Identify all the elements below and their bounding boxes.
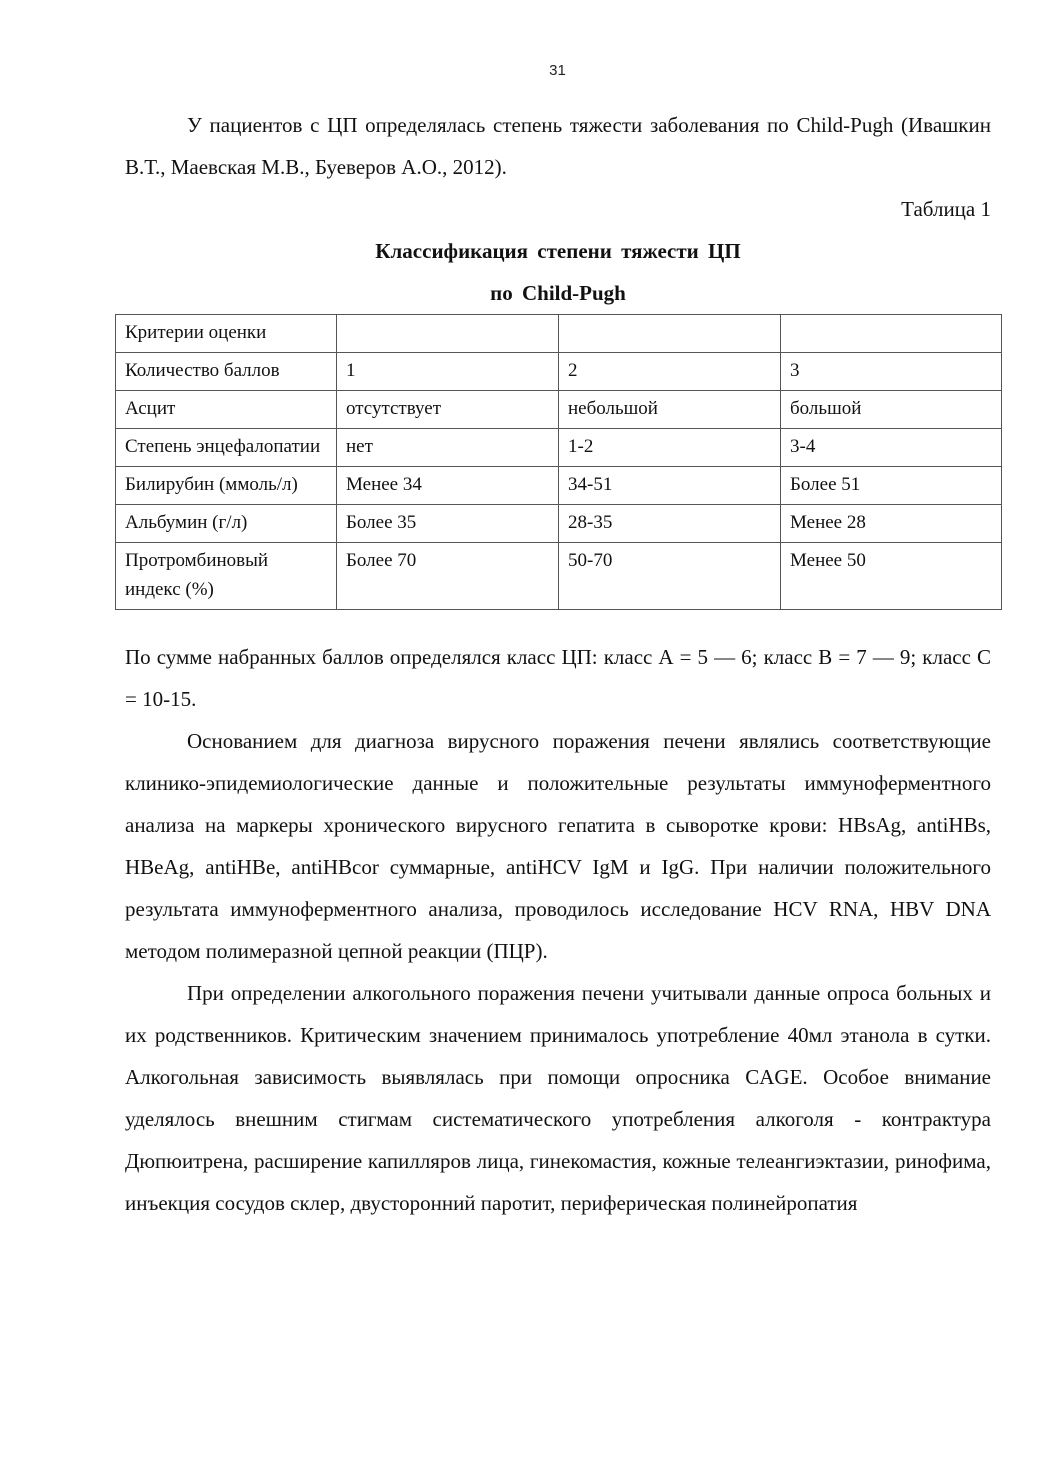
table-cell: большой (781, 391, 1002, 429)
intro-paragraph: У пациентов с ЦП определялась степень тяжести заболевания по Child-Pugh (Ивашкин В.Т., Маевская М.В., Буеверов А.О., 2012). (125, 113, 991, 179)
table-cell: Менее 50 (781, 543, 1002, 610)
table-cell: 1 (337, 353, 559, 391)
table-row (116, 543, 1002, 610)
table-cell: 3-4 (781, 429, 1002, 467)
table-cell: 28-35 (559, 505, 781, 543)
table-row (116, 315, 1002, 353)
page-number: 31 (549, 62, 566, 79)
table-title-line1: Классификация степени тяжести ЦП (375, 239, 741, 263)
table-cell (781, 315, 1002, 353)
table-row (116, 429, 1002, 467)
table-cell: 2 (559, 353, 781, 391)
table-cell: 1-2 (559, 429, 781, 467)
alcohol-diagnosis-paragraph: При определении алкогольного поражения печени учитывали данные опроса больных и их родственников. Критическим значением принималось употребление 40мл этанола в сутки. Алкогольная зависимость выявлялась при помощи опросника CAGE. Особое внимание уделялось внешним стигмам систематического употребления алкоголя - контрактура Дюпюитрена, расширение капилляров лица, гинекомастия, кожные телеангиэктазии, ринофима, инъекция сосудов склер, двусторонний паротит, периферическая полинейропатия (125, 981, 991, 1215)
child-pugh-table (115, 314, 1002, 610)
table-cell: Более 51 (781, 467, 1002, 505)
table-cell: 50-70 (559, 543, 781, 610)
table-cell: Более 35 (337, 505, 559, 543)
table-cell: небольшой (559, 391, 781, 429)
table-cell: Менее 28 (781, 505, 1002, 543)
table-cell: Критерии оценки (116, 315, 337, 353)
table-cell: Более 70 (337, 543, 559, 610)
table-row (116, 353, 1002, 391)
table-row (116, 505, 1002, 543)
table-label: Таблица 1 (901, 197, 991, 221)
table-cell (337, 315, 559, 353)
table-row (116, 391, 1002, 429)
table-cell: Степень энцефалопатии (116, 429, 337, 467)
table-cell: нет (337, 429, 559, 467)
table-cell: 34-51 (559, 467, 781, 505)
table-cell: Альбумин (г/л) (116, 505, 337, 543)
table-row (116, 467, 1002, 505)
table-cell: Асцит (116, 391, 337, 429)
score-paragraph: По сумме набранных баллов определялся класс ЦП: класс А = 5 — 6; класс В = 7 — 9; класс С = 10-15. (125, 645, 991, 711)
document-body (125, 104, 991, 1224)
table-cell: отсутствует (337, 391, 559, 429)
viral-diagnosis-paragraph: Основанием для диагноза вирусного поражения печени являлись соответствующие клинико-эпидемиологические данные и положительные результаты иммуноферментного анализа на маркеры хронического вирусного гепатита в сыворотке крови: HBsAg, antiHBs, HBeAg, antiHBe, antiHBcor суммарные, antiHCV IgM и IgG. При наличии положительного результата иммуноферментного анализа, проводилось исследование HCV RNA, HBV DNA методом полимеразной цепной реакции (ПЦР). (125, 729, 991, 963)
table-cell: Билирубин (ммоль/л) (116, 467, 337, 505)
table-title-line2: по Child-Pugh (490, 281, 626, 305)
table-cell: Менее 34 (337, 467, 559, 505)
table-cell (559, 315, 781, 353)
table-cell: Количество баллов (116, 353, 337, 391)
table-cell: 3 (781, 353, 1002, 391)
table-cell: Протромбиновый индекс (%) (116, 543, 337, 610)
